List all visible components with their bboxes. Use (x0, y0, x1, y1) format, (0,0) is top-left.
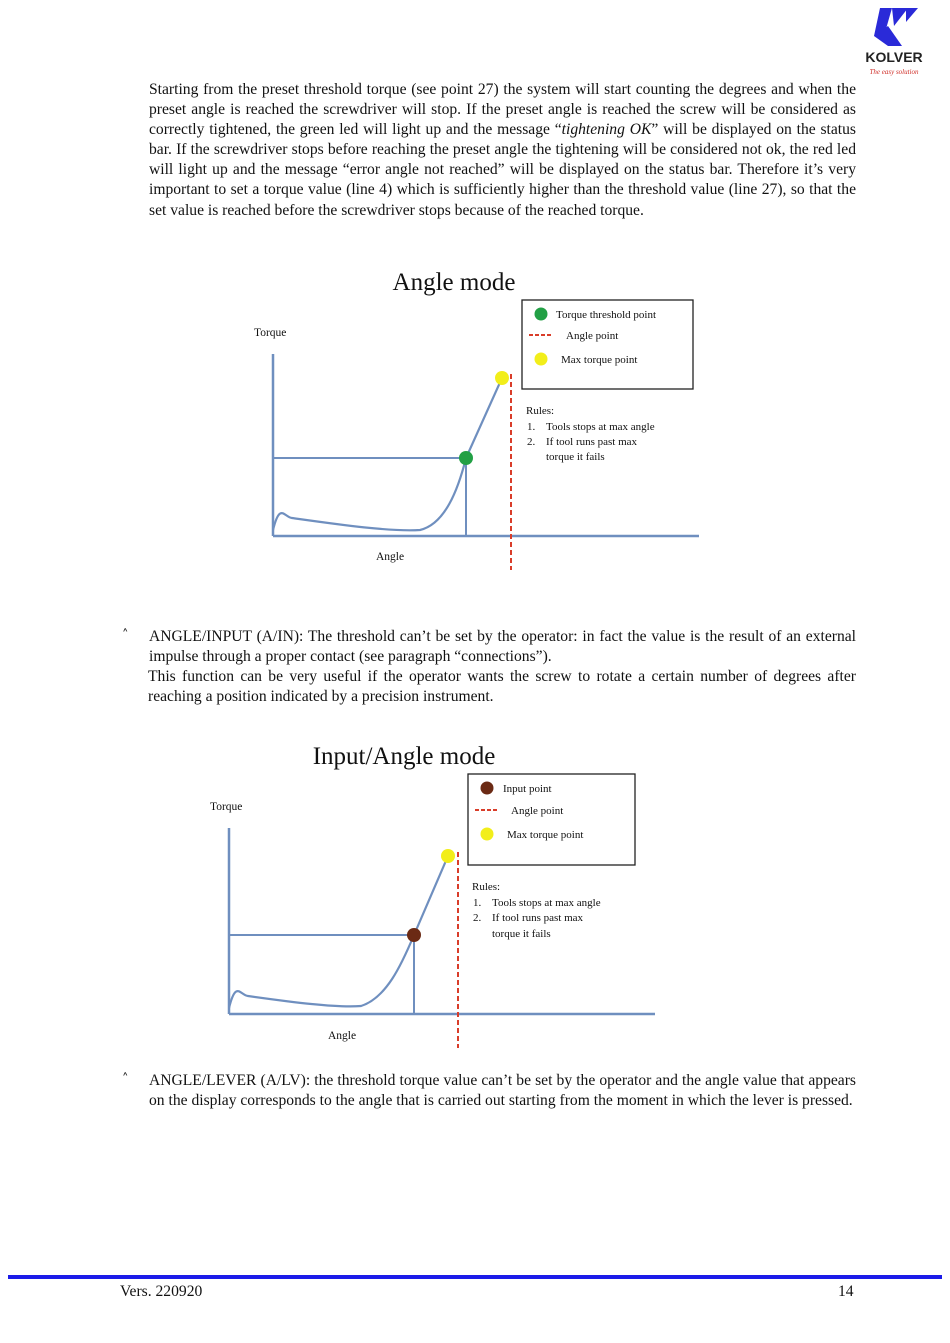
arrowhead-bullet-icon: ˄ (122, 1072, 129, 1087)
figure2-y-label: Torque (210, 801, 243, 813)
figure2-rule-2-line2: torque it fails (492, 928, 551, 940)
figure2-rules-title: Rules: (472, 881, 501, 893)
intro-italic: tightening OK (561, 121, 652, 139)
angle-lever-paragraph (149, 1071, 856, 1111)
angle-input-paragraph (149, 627, 856, 707)
intro-paragraph (149, 80, 856, 221)
figure2-max-point (441, 849, 455, 863)
svg-text:1.: 1. (527, 421, 536, 433)
figure1-rule-2-line2: torque it fails (546, 451, 605, 463)
logo-tagline: The easy solution (869, 68, 919, 76)
intro-text-1: Starting from the preset threshold torque (see point 27) the system will start counting the degrees and when the preset angle is reached the screwdriver will stop. If the preset angle is reached the screw will be considered as correctly tightened, the green led will light up and the message “ (149, 81, 856, 139)
figure1-legend-max: Max torque point (561, 354, 638, 366)
figure1-rule-1: Tools stops at max angle (546, 421, 655, 433)
figure1-legend-angle: Angle point (566, 330, 619, 342)
figure1-legend-threshold-marker (535, 308, 548, 321)
figure1-max-point (495, 371, 509, 385)
figure2-legend-angle: Angle point (511, 805, 564, 817)
angle-input-text: ANGLE/INPUT (A/IN): The threshold can’t be set by the operator: in fact the value is the result of an external impulse through a proper contact (see paragraph “connections”). (149, 628, 856, 666)
angle-input-text-2: This function can be very useful if the operator wants the screw to rotate a certain number of degrees after reaching a position indicated by a precision instrument. (148, 668, 856, 706)
svg-text:2.: 2. (527, 436, 536, 448)
logo-text: KOLVER (865, 49, 923, 65)
angle-mode-diagram (240, 262, 710, 574)
figure1-legend-threshold: Torque threshold point (556, 309, 657, 321)
angle-lever-text: ANGLE/LEVER (A/LV): the threshold torque value can’t be set by the operator and the angle value that appears on the display corresponds to the angle that is carried out starting from the moment in which the lever is pressed. (149, 1072, 856, 1110)
figure2-legend-input-marker (481, 782, 494, 795)
svg-text:2.: 2. (473, 912, 482, 924)
figure2-rule-2-line1: If tool runs past max (492, 912, 584, 924)
arrowhead-bullet-icon: ˄ (122, 628, 129, 643)
figure1-x-label: Angle (375, 551, 405, 563)
intro-text-2: ” will be displayed on the status bar. If the screwdriver stops before reaching the preset angle the tightening will be considered not ok, the red led will light up and the message “error angle not reached” will be displayed on the status bar. Therefore it’s very important to set a torque value (line 4) which is sufficiently higher than the threshold value (line 27), so that the set value is reached before the screwdriver stops because of the reached torque. (149, 121, 856, 219)
figure1-legend-max-marker (535, 353, 548, 366)
figure2-rule-1: Tools stops at max angle (492, 897, 601, 909)
page-number: 14 (838, 1283, 854, 1300)
figure2-legend-max: Max torque point (507, 829, 584, 841)
figure1-threshold-point (459, 451, 473, 465)
svg-text:1.: 1. (473, 897, 482, 909)
figure1-rule-2-line1: If tool runs past max (546, 436, 638, 448)
kolver-logo (862, 6, 926, 80)
figure1-y-label: Torque (254, 327, 287, 339)
figure1-rules-title: Rules: (526, 405, 555, 417)
figure1-title: Angle mode (392, 269, 516, 296)
figure2-x-label: Angle (327, 1030, 357, 1042)
figure2-legend-input: Input point (503, 783, 552, 795)
footer-divider (8, 1275, 942, 1279)
figure2-legend-max-marker (481, 828, 494, 841)
figure2-title: Input/Angle mode (312, 743, 496, 770)
footer-version: Vers. 220920 (120, 1283, 203, 1300)
input-angle-mode-diagram (196, 736, 662, 1052)
figure2-input-point (407, 928, 421, 942)
